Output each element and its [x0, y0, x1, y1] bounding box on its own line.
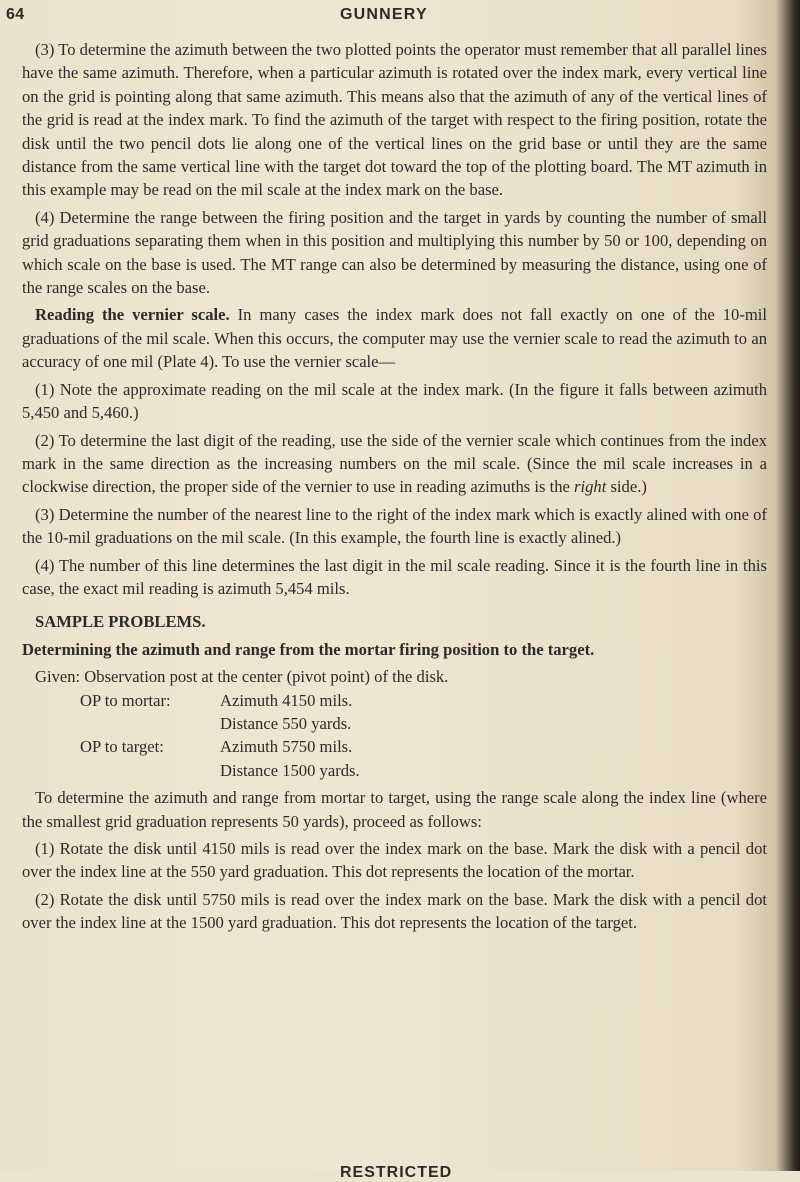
- sample-given: Given: Observation post at the center (pivot point) of the disk.: [35, 667, 449, 687]
- page-header: [0, 6, 760, 28]
- body-text: [22, 38, 767, 935]
- sample-step-1: (1) Rotate the disk until 4150 mils is read over the index mark on the base. Mark the disk with a pencil dot over the index line at the 550 yard graduation. This dot represents the location of the mortar.: [22, 839, 767, 882]
- footer-stamp: [340, 1162, 470, 1181]
- vernier-step-4: (4) The number of this line determines the last digit in the mil scale reading. Since it is the fourth line in this case, the exact mil reading is azimuth 5,454 mils.: [22, 555, 767, 598]
- vernier-step-1: (1) Note the approximate reading on the mil scale at the index mark. (In the figure it falls between azimuth 5,450 and 5,460.): [22, 379, 767, 423]
- given-row: [80, 712, 360, 735]
- sample-step-2: (2) Rotate the disk until 5750 mils is read over the index mark on the base. Mark the disk with a pencil dot over the index line at the 1500 yard graduation. This dot represents the location of the target.: [22, 889, 767, 933]
- given-value: Distance 1500 yards.: [220, 760, 360, 780]
- paragraph-vernier: [22, 303, 767, 373]
- vernier-step-2: [22, 429, 767, 499]
- given-label: [80, 759, 220, 782]
- given-label: OP to mortar:: [80, 690, 171, 710]
- given-row: [80, 735, 360, 758]
- given-value: Distance 550 yards.: [220, 713, 352, 733]
- running-title: GUNNERY: [340, 6, 428, 23]
- vernier-step-3: (3) Determine the number of the nearest line to the right of the index mark which is exactly alined with one of the 10-mil graduations on the mil scale. (In this example, the fourth line is exactly alined.): [22, 504, 767, 548]
- sample-subheading: Determining the azimuth and range from the mortar firing position to the target.: [22, 639, 595, 659]
- sample-heading: SAMPLE PROBLEMS.: [35, 612, 206, 632]
- vernier-step-2-emphasis: right: [574, 477, 607, 497]
- vernier-heading: Reading the vernier scale.: [35, 305, 230, 325]
- page-number: 64: [6, 6, 25, 23]
- vernier-step-2-text: (2) To determine the last digit of the reading, use the side of the vernier scale which continues from the index mark in the same direction as the increasing numbers on the mil scale. (Since the mil scale increases in a clockwise direction, the proper side of the vernier to use in reading azimuths is the: [22, 430, 767, 497]
- paragraph-azimuth: (3) To determine the azimuth between the two plotted points the operator must remember that all parallel lines have the same azimuth. Therefore, when a particular azimuth is rotated over the index mark, every vertical line on the grid is pointing along that same azimuth. This means also that the azimuth of any of the vertical lines of the grid is read at the index mark. To find the azimuth of the target with respect to the firing position, rotate the disk until the two pencil dots lie along one of the vertical lines on the grid base or until they are the same distance from the same vertical line with the target dot toward the top of the plotting board. The MT azimuth in this example may be read on the mil scale at the index mark on the base.: [22, 40, 767, 200]
- given-row: [80, 759, 360, 782]
- paragraph-range: (4) Determine the range between the firing position and the target in yards by counting the number of small grid graduations separating them when in this position and multiplying this number by 50 or 100, depending on which scale on the base is used. The MT range can also be determined by measuring the distance, using one of the range scales on the base.: [22, 207, 767, 298]
- vernier-intro: In many cases the index mark does not fall exactly on one of the 10-mil graduations of the mil scale. When this occurs, the computer may use the vernier scale to read the azimuth to an accuracy of one mil (Plate 4). To use the vernier scale—: [22, 305, 767, 372]
- footer-stamp-text: RESTRICTED: [340, 1164, 453, 1181]
- sample-intro: To determine the azimuth and range from mortar to target, using the range scale along the index line (where the smallest grid graduation represents 50 yards), proceed as follows:: [22, 788, 767, 831]
- given-label: [80, 712, 220, 735]
- vernier-step-2-end: side.): [606, 477, 647, 497]
- given-table: [80, 689, 360, 783]
- given-value: Azimuth 5750 mils.: [220, 737, 353, 757]
- given-row: [80, 689, 360, 712]
- given-label: OP to target:: [80, 737, 164, 757]
- given-value: Azimuth 4150 mils.: [220, 690, 353, 710]
